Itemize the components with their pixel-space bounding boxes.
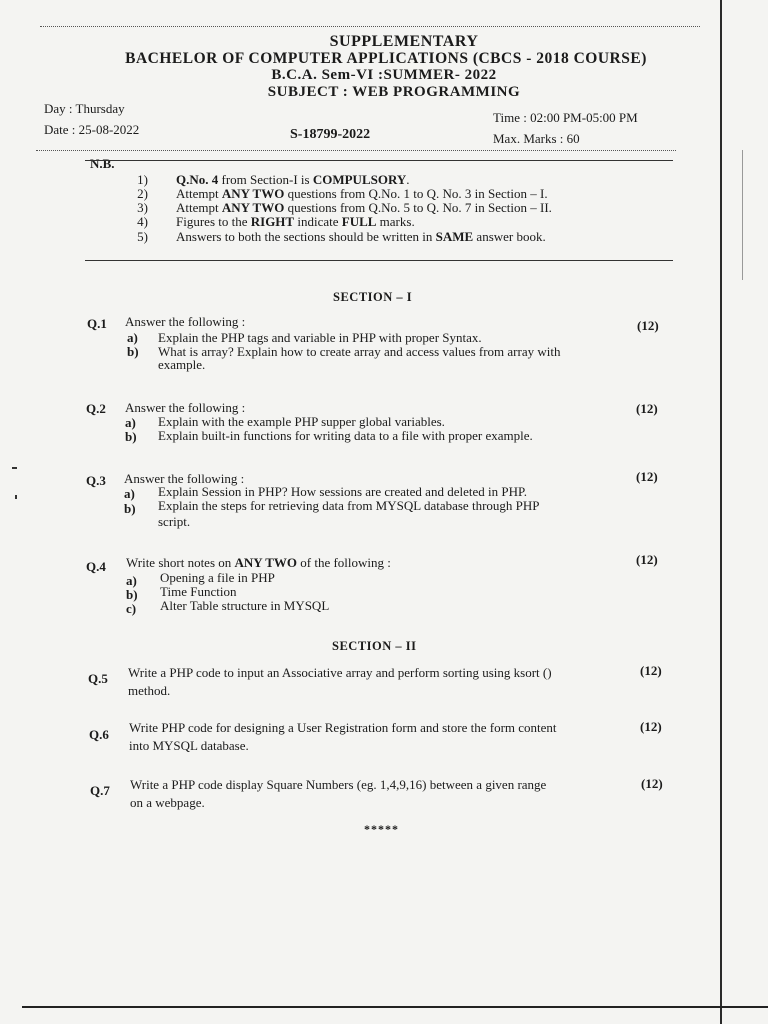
nb-text-run: indicate — [294, 214, 342, 229]
q2-marks: (12) — [636, 401, 658, 416]
header-subject: SUBJECT : WEB PROGRAMMING — [267, 84, 521, 100]
nb-emphasis: ANY TWO — [221, 186, 285, 201]
header-semester: B.C.A. Sem-VI :SUMMER- 2022 — [271, 67, 497, 83]
exam-time: Time : 02:00 PM-05:00 PM — [493, 110, 638, 125]
q2-text: Answer the following : — [125, 400, 246, 415]
nb-item-number: 4) — [137, 214, 148, 229]
q4-b-text: Time Function — [160, 584, 237, 599]
q7-marks: (12) — [641, 776, 663, 791]
nb-text-run: answer book. — [473, 229, 546, 244]
nb-emphasis: FULL — [341, 214, 377, 229]
q3-a-text: Explain Session in PHP? How sessions are created and deleted in PHP. — [158, 484, 528, 499]
top-dotted-rule — [40, 26, 700, 27]
q7-text-line2: on a webpage. — [130, 795, 205, 810]
q1-a-text: Explain the PHP tags and variable in PHP with proper Syntax. — [158, 330, 482, 345]
header-course: BACHELOR OF COMPUTER APPLICATIONS (CBCS - 2018 COURSE) — [125, 50, 647, 67]
section-2-title: SECTION – II — [332, 639, 417, 653]
q1-marks: (12) — [637, 318, 659, 333]
q1-b-text-line2: example. — [158, 357, 206, 372]
nb-emphasis: COMPULSORY — [312, 172, 407, 187]
q3-marks: (12) — [636, 469, 658, 484]
scan-edge-right — [720, 0, 722, 1024]
q7-text-line1: Write a PHP code display Square Numbers (eg. 1,4,9,16) between a given range — [130, 777, 547, 792]
q7-number: Q.7 — [90, 783, 110, 798]
q3-b-text-line1: Explain the steps for retrieving data from MYSQL database through PHP — [158, 498, 540, 513]
q4-text-pre: Write short notes on — [126, 555, 235, 570]
nb-item-text — [176, 229, 546, 245]
header-supplementary: SUPPLEMENTARY — [329, 33, 479, 50]
q3-a-label: a) — [124, 486, 135, 501]
q2-number: Q.2 — [86, 401, 106, 416]
q4-c-label: c) — [126, 601, 137, 616]
q6-marks: (12) — [640, 719, 662, 734]
q1-b-text-line1: What is array? Explain how to create array and access values from array with — [158, 344, 561, 359]
nb-text-run: marks. — [376, 214, 415, 229]
q5-text-line1: Write a PHP code to input an Associative array and perform sorting using ksort () — [128, 665, 552, 680]
q2-a-text: Explain with the example PHP supper global variables. — [158, 414, 445, 429]
nb-text-run: . — [406, 172, 410, 187]
exam-code: S-18799-2022 — [290, 127, 371, 142]
q1-text: Answer the following : — [125, 314, 246, 329]
q6-number: Q.6 — [89, 727, 109, 742]
max-marks: Max. Marks : 60 — [493, 131, 580, 146]
nb-item-text — [176, 214, 415, 230]
end-stars: ***** — [364, 822, 399, 836]
nb-bottom-rule — [85, 260, 673, 261]
exam-day: Day : Thursday — [44, 101, 125, 116]
q4-marks: (12) — [636, 552, 658, 567]
section-1-title: SECTION – I — [333, 290, 413, 304]
q3-b-text-line2: script. — [158, 514, 191, 529]
q2-a-label: a) — [125, 415, 136, 430]
q4-a-label: a) — [126, 573, 137, 588]
q3-b-label: b) — [124, 501, 136, 516]
q5-text-line2: method. — [128, 683, 171, 698]
nb-item-number: 3) — [137, 200, 148, 215]
q4-text-bold: ANY TWO — [234, 555, 297, 570]
q1-number: Q.1 — [87, 316, 107, 331]
nb-label: N.B. — [90, 156, 115, 171]
q6-text-line1: Write PHP code for designing a User Registration form and store the form content — [129, 720, 557, 735]
nb-text-run: Attempt — [176, 200, 222, 215]
nb-emphasis: RIGHT — [250, 214, 295, 229]
q6-text-line2: into MYSQL database. — [129, 738, 249, 753]
nb-text-run: questions from Q.No. 1 to Q. No. 3 in Section – I. — [284, 186, 548, 201]
q4-b-label: b) — [126, 587, 138, 602]
q4-text-post: of the following : — [297, 555, 391, 570]
nb-emphasis: ANY TWO — [221, 200, 285, 215]
nb-item-number: 2) — [137, 186, 148, 201]
scan-mark — [12, 467, 17, 469]
q4-number: Q.4 — [86, 559, 106, 574]
scan-mark — [15, 495, 17, 499]
nb-item-number: 5) — [137, 229, 148, 244]
q5-number: Q.5 — [88, 671, 108, 686]
nb-text-run: Answers to both the sections should be written in — [176, 229, 436, 244]
q4-a-text: Opening a file in PHP — [160, 570, 275, 585]
nb-text-run: questions from Q.No. 5 to Q. No. 7 in Section – II. — [284, 200, 552, 215]
q2-b-label: b) — [125, 429, 137, 444]
q4-text — [126, 555, 391, 571]
nb-item-number: 1) — [137, 172, 148, 187]
nb-rule — [85, 160, 673, 161]
nb-text-run: Figures to the — [176, 214, 251, 229]
scan-edge-bottom — [22, 1006, 768, 1008]
meta-dotted-rule — [36, 150, 676, 151]
nb-text-run: Attempt — [176, 186, 222, 201]
q4-c-text: Alter Table structure in MYSQL — [160, 598, 330, 613]
q1-a-label: a) — [127, 330, 138, 345]
q2-b-text: Explain built-in functions for writing data to a file with proper example. — [158, 428, 533, 443]
scan-edge-right-faint — [742, 150, 743, 280]
nb-text-run: from Section-I is — [218, 172, 313, 187]
q3-text: Answer the following : — [124, 471, 245, 486]
q5-marks: (12) — [640, 663, 662, 678]
nb-emphasis: SAME — [435, 229, 474, 244]
exam-date: Date : 25-08-2022 — [44, 122, 140, 137]
q1-b-label: b) — [127, 344, 139, 359]
nb-emphasis: Q.No. 4 — [176, 172, 219, 187]
q3-number: Q.3 — [86, 473, 106, 488]
